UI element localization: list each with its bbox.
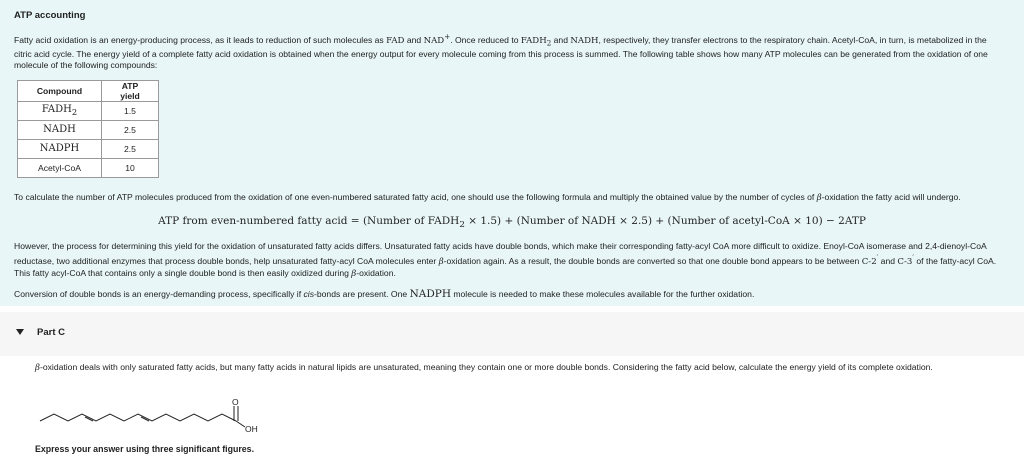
formula-lhs: ATP from even-numbered fatty acid = (Number of FADH xyxy=(158,214,460,227)
table-row xyxy=(18,120,159,139)
intro-text: Fatty acid oxidation is an energy-producing process, as it leads to reduction of such molecules as xyxy=(14,34,387,45)
beta-symbol: β xyxy=(438,256,444,267)
nadh-term: NADH xyxy=(570,35,599,46)
table-header-row xyxy=(18,80,159,101)
question-text: -oxidation deals with only saturated fatty acids, but many fatty acids in natural lipids are unsaturated, meaning they contain one or more double bonds. Considering the fatty acid below, calculate the energy yield of its complete oxidation. xyxy=(39,362,933,372)
carbon-chain xyxy=(40,414,236,421)
yield-cell: 1.5 xyxy=(102,101,159,120)
fad-term: FAD xyxy=(386,35,405,46)
atp-formula xyxy=(14,214,1010,232)
compound-cell: Acetyl-CoA xyxy=(18,158,102,177)
formula-rhs: × 1.5) + (Number of NADH × 2.5) + (Number of acetyl-CoA × 10) − 2ATP xyxy=(464,214,866,227)
column-header-atp-yield: ATP yield xyxy=(102,80,159,101)
compound-cell: NADPH xyxy=(18,139,102,158)
conversion-text: -bonds are present. One xyxy=(314,288,410,299)
hydroxyl-bond xyxy=(236,421,245,427)
hydroxyl-label: OH xyxy=(245,424,258,434)
calculation-paragraph xyxy=(14,192,1004,204)
calc-text: -oxidation the fatty acid will undergo. xyxy=(821,191,961,202)
compound-cell xyxy=(18,101,102,120)
fadh2-subscript: 2 xyxy=(546,38,552,48)
conversion-paragraph xyxy=(14,289,1010,300)
beta-symbol: β xyxy=(816,192,822,203)
info-title: ATP accounting xyxy=(14,10,86,21)
intro-text: and xyxy=(404,34,424,45)
calc-text: To calculate the number of ATP molecules produced from the oxidation of one even-numbered saturated fatty acid, one should use the following formula and multiply the obtained value by the number of cycles of xyxy=(14,191,817,202)
answer-instruction: Express your answer using three significant figures. xyxy=(35,444,255,454)
c3-term: C-3 xyxy=(897,256,913,267)
prime-mark: ′ xyxy=(912,252,914,262)
nadph-term: NADPH xyxy=(409,287,451,300)
formula-subscript: 2 xyxy=(459,219,465,230)
beta-symbol: β xyxy=(35,363,40,373)
compound-subscript: 2 xyxy=(71,107,78,118)
column-header-compound: Compound xyxy=(18,80,102,101)
table-row xyxy=(18,158,159,177)
collapse-caret-icon[interactable] xyxy=(16,329,24,335)
intro-text: . Once reduced to xyxy=(450,34,521,45)
yield-cell: 2.5 xyxy=(102,120,159,139)
compound-cell: NADH xyxy=(18,120,102,139)
table-row xyxy=(18,139,159,158)
fatty-acid-structure xyxy=(35,396,275,436)
part-c-header[interactable] xyxy=(0,312,1024,356)
table-row xyxy=(18,101,159,120)
unsaturated-paragraph xyxy=(14,241,1004,280)
conversion-text: Conversion of double bonds is an energy-demanding process, specifically if xyxy=(14,288,304,299)
conversion-text: molecule is needed to make these molecules available for the further oxidation. xyxy=(450,288,755,299)
intro-text: and xyxy=(551,34,571,45)
nad-charge: + xyxy=(444,32,451,41)
oxygen-label: O xyxy=(232,397,239,407)
unsat-text: and xyxy=(878,255,898,266)
yield-cell: 2.5 xyxy=(102,139,159,158)
beta-symbol: β xyxy=(351,268,357,279)
unsat-text: -oxidation. xyxy=(356,267,396,278)
atp-yield-table xyxy=(17,80,159,178)
unsat-text: However, the process for determining this yield for the oxidation of unsaturated fatty acids differs. Unsaturated fatty acids have double bonds, which make their corresponding fatty-acyl CoA more difficult to oxidize. Enoyl-CoA isomerase and 2,4-dienoyl-CoA reductase, two additional enzymes that process double bonds, help unsaturated fatty-acyl CoA molecules enter xyxy=(14,240,987,266)
unsat-text: of the fatty-acyl CoA. This fatty acyl-CoA that contains only a single double bond is then easily oxidized during xyxy=(14,255,997,278)
cis-term: cis xyxy=(303,288,315,299)
nad-term: NAD xyxy=(423,35,445,46)
part-c-label[interactable]: Part C xyxy=(37,327,65,338)
question-paragraph xyxy=(35,362,1020,374)
yield-cell: 10 xyxy=(102,158,159,177)
fadh2-term: FADH xyxy=(520,35,547,46)
intro-text: , respectively, they transfer electrons to the respiratory chain. Acetyl-CoA, in turn, is metabolized in the citric acid cycle. The energy yield of a complete fatty acid oxidation is obtained when the energy output for every molecule coming from this process is summed. The following table shows how many ATP molecules can be generated from the oxidation of one molecule of the following compounds: xyxy=(14,34,988,70)
c2-term: C-2 xyxy=(861,256,877,267)
prime-mark: ′ xyxy=(876,252,879,262)
intro-paragraph xyxy=(14,31,1004,71)
compound-name: FADH xyxy=(41,104,72,116)
unsat-text: -oxidation again. As a result, the double bonds are converted so that one double bond appears to be between xyxy=(443,255,862,266)
part-c-question xyxy=(35,362,1020,374)
